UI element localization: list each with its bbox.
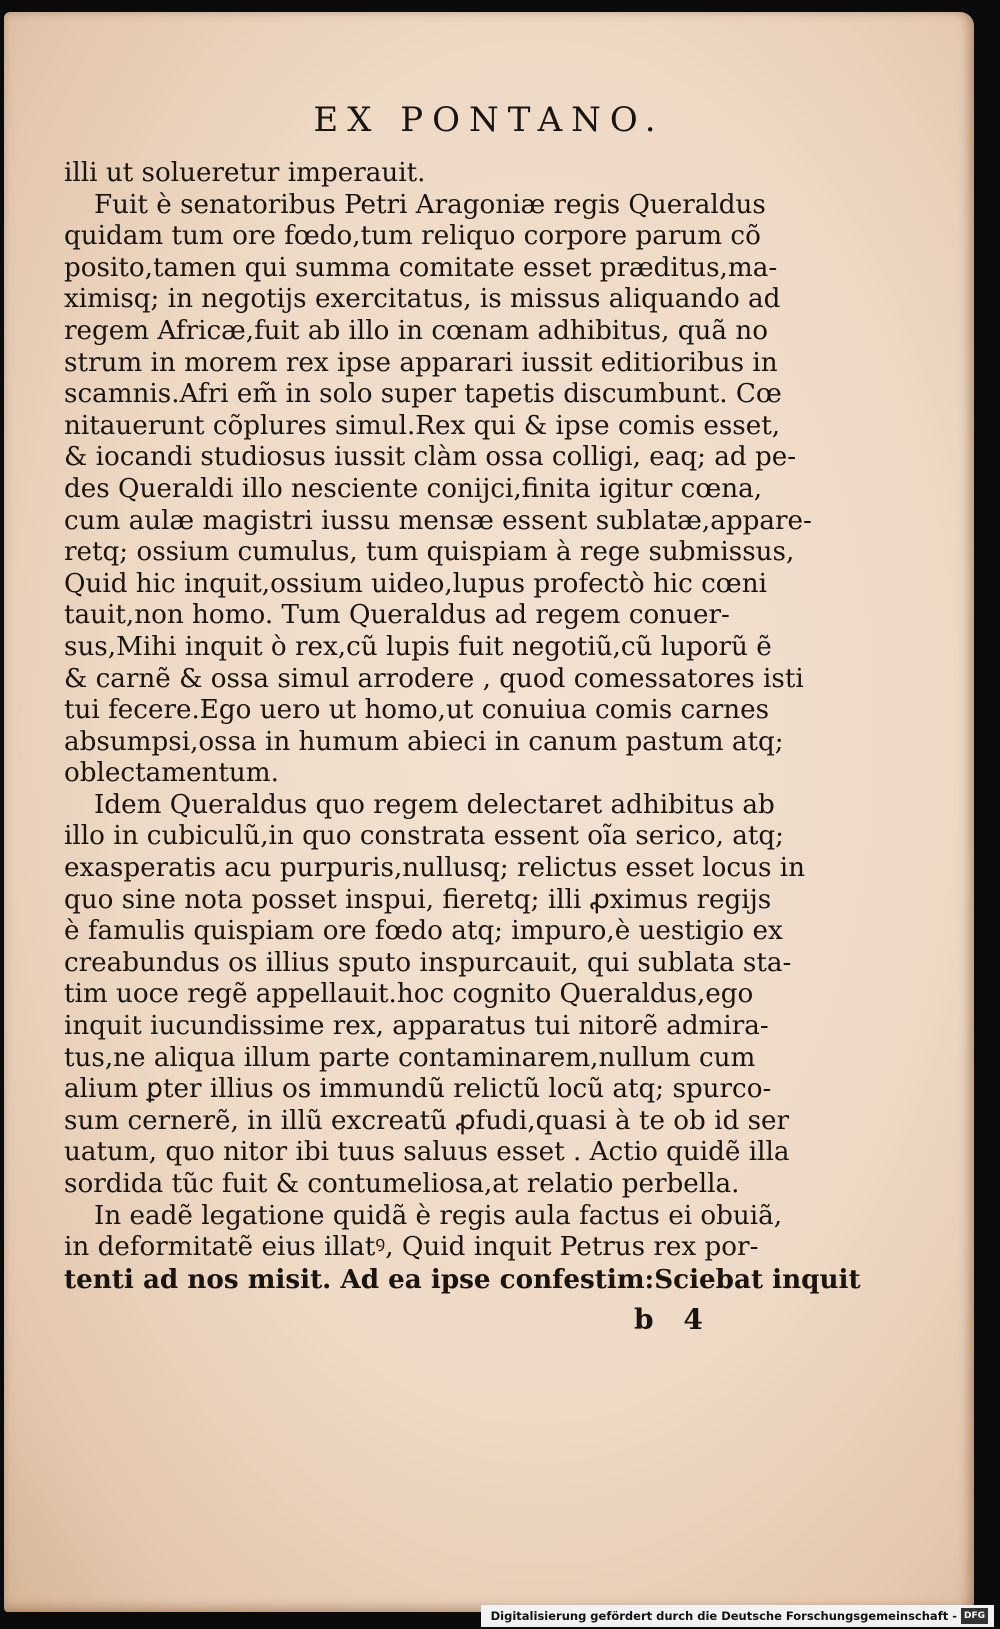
text-line: sordida tũc fuit & contumeliosa,at relatio perbella. xyxy=(64,1169,740,1199)
text-line: è famulis quispiam ore fœdo atq; impuro,è uestigio ex xyxy=(64,916,783,947)
book-page xyxy=(4,12,974,1612)
signature-mark: b 4 xyxy=(634,1303,713,1336)
text-line: alium ꝑter illius os immundũ relictũ locũ atq; spurco- xyxy=(64,1074,772,1105)
text-line: strum in morem rex ipse apparari iussit editioribus in xyxy=(64,347,778,378)
text-line: tauit,non homo. Tum Queraldus ad regem conuer- xyxy=(64,600,730,631)
text-line: & iocandi studiosus iussit clàm ossa colligi, eaq; ad pe- xyxy=(64,442,797,473)
text-line: absumpsi,ossa in humum abieci in canum pastum atq; xyxy=(64,726,784,757)
text-line: tim uoce regẽ appellauit.hoc cognito Queraldus,ego xyxy=(64,979,754,1010)
text-line: in deformitatẽ eius illatꝰ, Quid inquit Petrus rex por- xyxy=(64,1232,759,1263)
text-line: illi ut solueretur imperauit. xyxy=(64,158,426,188)
text-line: Fuit è senatoribus Petri Aragoniæ regis Queraldus xyxy=(94,189,766,220)
text-line: exasperatis acu purpuris,nullusq; relictus esset locus in xyxy=(64,853,805,884)
text-line: Quid hic inquit,ossium uideo,lupus profectò hic cœni xyxy=(64,568,767,599)
text-line: tus,ne aliqua illum parte contaminarem,nullum cum xyxy=(64,1042,756,1073)
text-line: quo sine nota posset inspui, fieretq; illi ꝓximus regijs xyxy=(64,884,772,915)
text-line: retq; ossium cumulus, tum quispiam à rege submissus, xyxy=(64,537,795,568)
text-line: des Queraldi illo nesciente conijci,finita igitur cœna, xyxy=(64,473,763,504)
text-line: uatum, quo nitor ibi tuus saluus esset . Actio quidẽ illa xyxy=(64,1137,790,1168)
dfg-logo-icon: DFG xyxy=(961,1608,988,1624)
text-line: Idem Queraldus quo regem delectaret adhibitus ab xyxy=(94,789,775,820)
text-line: oblectamentum. xyxy=(64,758,279,789)
text-line: cum aulæ magistri iussu mensæ essent sublatæ,appare- xyxy=(64,505,812,536)
text-line: nitauerunt cõplures simul.Rex qui & ipse comis esset, xyxy=(64,410,781,441)
text-line: sum cernerẽ, in illũ excreatũ ꝓfudi,quasi à te ob id ser xyxy=(64,1105,790,1136)
body-text xyxy=(64,158,861,1295)
text-line: sus,Mihi inquit ò rex,cũ lupis fuit negotiũ,cũ luporũ ẽ xyxy=(64,631,772,662)
text-line: & carnẽ & ossa simul arrodere , quod comessatores isti xyxy=(64,663,804,694)
text-line: tui fecere.Ego uero ut homo,ut conuiua comis carnes xyxy=(64,695,770,726)
text-line: regem Africæ,fuit ab illo in cœnam adhibitus, quã no xyxy=(64,315,768,346)
text-line: posito,tamen qui summa comitate esset præditus,ma- xyxy=(64,252,778,283)
text-line: tenti ad nos misit. Ad ea ipse confestim:Sciebat inquit xyxy=(64,1263,861,1295)
text-line: creabundus os illius sputo inspurcauit, qui sublata sta- xyxy=(64,947,792,978)
footer-text: Digitalisierung gefördert durch die Deutsche Forschungsgemeinschaft - xyxy=(490,1609,957,1623)
text-line: inquit iucundissime rex, apparatus tui nitorẽ admira- xyxy=(64,1011,769,1042)
text-line: In eadẽ legatione quidã è regis aula factus ei obuiã, xyxy=(94,1200,783,1231)
digitization-footer xyxy=(481,1605,994,1627)
text-line: illo in cubiculũ,in quo constrata essent oĩa serico, atq; xyxy=(64,821,784,852)
text-line: scamnis.Afri em̃ in solo super tapetis discumbunt. Cœ xyxy=(64,379,782,410)
text-line: quidam tum ore fœdo,tum reliquo corpore parum cõ xyxy=(64,221,761,252)
text-line: ximisq; in negotijs exercitatus, is missus aliquando ad xyxy=(64,284,781,315)
running-header: EX PONTANO. xyxy=(313,100,665,140)
